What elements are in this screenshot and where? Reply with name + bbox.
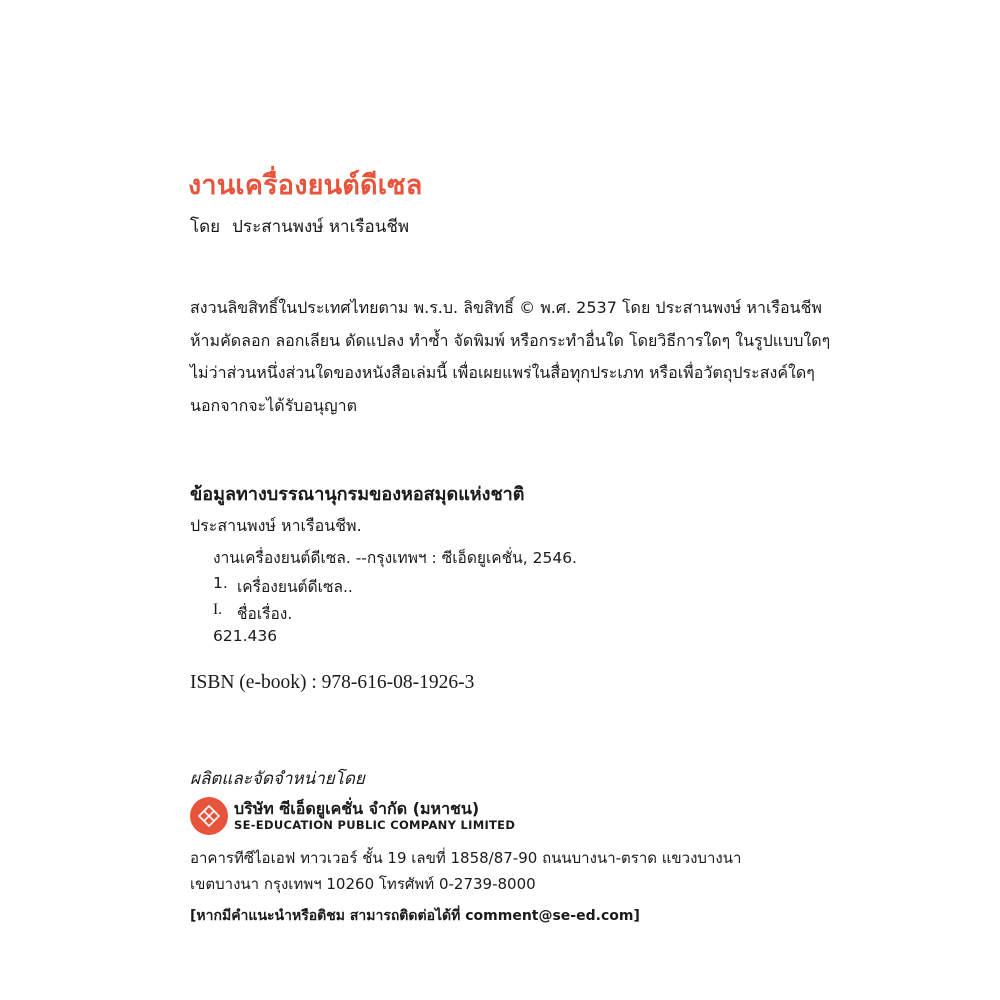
by-label: โดย	[190, 217, 221, 237]
book-title: งานเครื่องยนต์ดีเซล	[188, 170, 423, 201]
cip-title-entry: ชื่อเรื่อง.	[237, 605, 293, 623]
cip-subject-number: 1.	[213, 574, 228, 592]
isbn: ISBN (e-book) : 978-616-08-1926-3	[190, 672, 475, 693]
cip-heading: ข้อมูลทางบรรณานุกรมของหอสมุดแห่งชาติ	[190, 484, 525, 505]
copyright-line: นอกจากจะได้รับอนุญาต	[190, 395, 357, 415]
copyright-line: ห้ามคัดลอก ลอกเลียน ดัดแปลง ทำซ้ำ จัดพิมพ์ หรือกระทำอื่นใด โดยวิธีการใดๆ ในรูปแบบใดๆ	[190, 330, 831, 350]
company-address	[190, 845, 741, 897]
se-ed-knot-logo-icon	[190, 797, 228, 835]
copyright-line: สงวนลิขสิทธิ์ในประเทศไทยตาม พ.ร.บ. ลิขสิทธิ์ © พ.ศ. 2537 โดย ประสานพงษ์ หาเรือนชีพ	[190, 298, 822, 317]
cip-author: ประสานพงษ์ หาเรือนชีพ.	[190, 516, 362, 535]
copyright-line: ไม่ว่าส่วนหนึ่งส่วนใดของหนังสือเล่มนี้ เพื่อเผยแพร่ในสื่อทุกประเภท หรือเพื่อวัตถุประสงค์ใดๆ	[190, 363, 815, 382]
publisher-label: ผลิตและจัดจำหน่ายโดย	[190, 769, 365, 789]
company-name-english: SE-EDUCATION PUBLIC COMPANY LIMITED	[234, 818, 516, 832]
cip-title-line: งานเครื่องยนต์ดีเซล. --กรุงเทพฯ : ซีเอ็ดยูเคชั่น, 2546.	[213, 549, 577, 567]
company-name-thai: บริษัท ซีเอ็ดยูเคชั่น จำกัด (มหาชน)	[234, 799, 480, 818]
byline	[190, 213, 409, 240]
cip-title-number: I.	[213, 601, 223, 618]
contact-note: [หากมีคำแนะนำหรือติชม สามารถติดต่อได้ที่ comment@se-ed.com]	[190, 908, 640, 924]
copyright-notice	[190, 292, 830, 422]
cip-subject: เครื่องยนต์ดีเซล..	[237, 578, 353, 596]
cip-classification: 621.436	[213, 627, 278, 645]
address-line: อาคารทีซีไอเอฟ ทาวเวอร์ ชั้น 19 เลขที่ 1858/87-90 ถนนบางนา-ตราด แขวงบางนา	[190, 849, 742, 867]
author-name: ประสานพงษ์ หาเรือนชีพ	[232, 217, 410, 237]
address-line: เขตบางนา กรุงเทพฯ 10260 โทรศัพท์ 0-2739-8000	[190, 875, 536, 893]
